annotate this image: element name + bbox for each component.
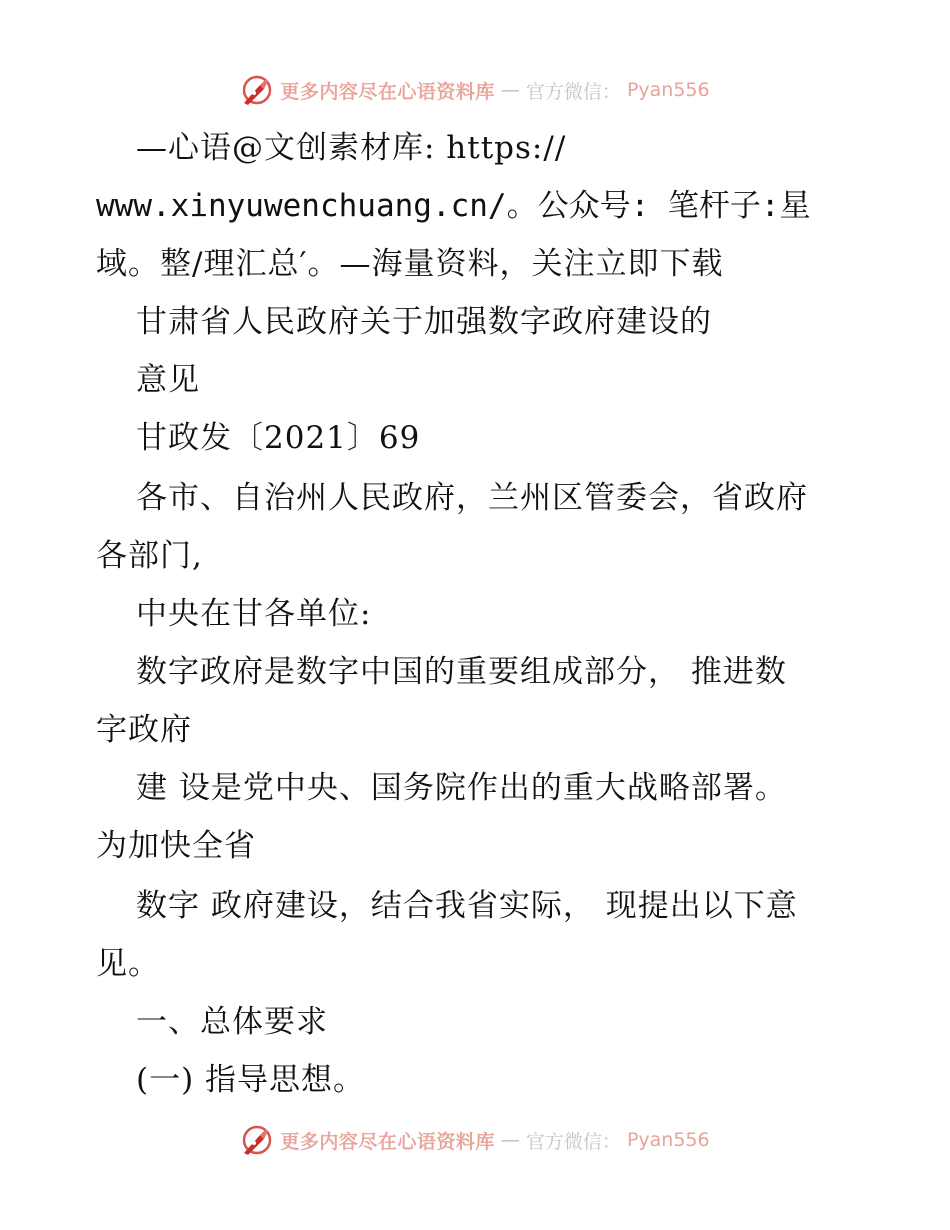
body-paragraph-1-line-2: 字政府 bbox=[96, 712, 192, 748]
body-line-notice: 域。整/理汇总′。—海量资料，关注立即下载 bbox=[96, 246, 724, 282]
body-line-url: www.xinyuwenchuang.cn/。公众号: 笔杆子:星 bbox=[96, 188, 811, 224]
body-line-central-units: 中央在甘各单位: bbox=[136, 596, 372, 632]
body-paragraph-1-line-1: 数字政府是数字中国的重要组成部分， 推进数 bbox=[136, 654, 787, 690]
watermark-contact-label: 官方微信： bbox=[525, 1130, 621, 1153]
body-paragraph-3-line-2: 见。 bbox=[96, 946, 160, 982]
body-paragraph-2-line-2: 为加快全省 bbox=[96, 828, 256, 864]
document-title-line-1: 甘肃省人民政府关于加强数字政府建设的 bbox=[136, 304, 712, 340]
watermark-text: 更多内容尽在心语资料库 bbox=[280, 80, 495, 103]
section-heading: 一、总体要求 bbox=[136, 1004, 328, 1040]
watermark-text: 更多内容尽在心语资料库 bbox=[280, 1130, 495, 1153]
header-watermark bbox=[0, 70, 950, 110]
body-line-addressees: 各市、自治州人民政府，兰州区管委会，省政府 bbox=[136, 480, 808, 516]
watermark-separator: — bbox=[500, 1129, 520, 1151]
body-paragraph-2-line-1: 建 设是党中央、国务院作出的重大战略部署。 bbox=[136, 770, 787, 806]
subsection-heading: (一) 指导思想。 bbox=[136, 1062, 366, 1098]
document-title-line-2: 意见 bbox=[136, 362, 200, 398]
footer-watermark bbox=[0, 1120, 950, 1160]
pen-nib-logo-icon bbox=[240, 73, 274, 107]
watermark-contact-id: Pyan556 bbox=[626, 1129, 710, 1151]
body-line-source: —心语@文创素材库: https:// bbox=[136, 130, 567, 166]
document-number: 甘政发〔2021〕69 bbox=[136, 420, 421, 456]
watermark-separator: — bbox=[500, 79, 520, 101]
body-paragraph-3-line-1: 数字 政府建设，结合我省实际， 现提出以下意 bbox=[136, 888, 798, 924]
watermark-contact-label: 官方微信： bbox=[525, 80, 621, 103]
body-line-addressees-cont: 各部门, bbox=[96, 538, 203, 574]
watermark-contact-id: Pyan556 bbox=[626, 79, 710, 101]
pen-nib-logo-icon bbox=[240, 1123, 274, 1157]
